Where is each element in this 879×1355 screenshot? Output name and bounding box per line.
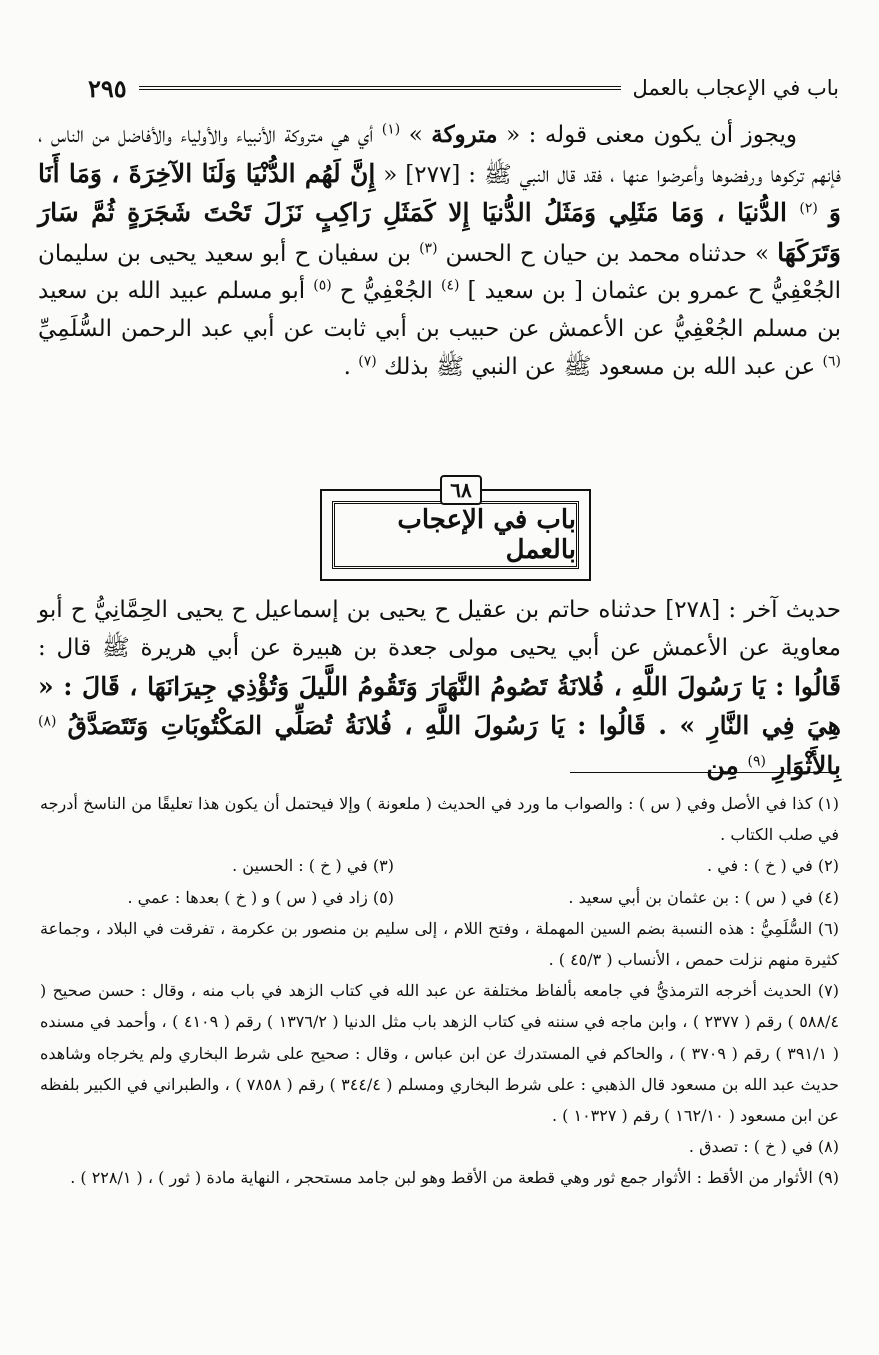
main-text-bottom [38, 592, 841, 787]
hadith-text: بِالأَثْوَارِ [773, 751, 841, 781]
chapter-title: باب في الإعجاب بالعمل [332, 501, 579, 569]
running-header [88, 70, 839, 106]
footnote-2: (٢) في ( خ ) : في . [707, 856, 839, 876]
footnote-ref[interactable]: (٤) [440, 277, 460, 294]
page-number: ٢٩٥ [88, 73, 127, 103]
footnote-8: (٨) في ( خ ) : تصدق . [688, 1137, 839, 1157]
footnote-ref[interactable]: (٩) [747, 753, 766, 770]
main-text-top [38, 116, 841, 386]
text-run: » حدثناه محمد بن حيان ح الحسن [437, 240, 778, 267]
text-run: حديث آخر : [٢٧٨] حدثناه حاتم بن عقيل ح يحيى بن إسماعيل ح يحيى الحِمَّانِيُّ ح أبو معاوية عن الأعمش عن أبي يحيى مولى جعدة بن هبيرة عن أبي هريرة ﷺ قال : [38, 597, 841, 661]
footnote-ref[interactable]: (٧) [358, 352, 377, 369]
footnote-7: (٧) الحديث أخرجه الترمذيُّ في جامعه بألفاظ مختلفة عن عبد الله في كتاب الزهد في باب منه ، وقال : حسن صحيح ( ٥٨٨/٤ ) رقم ( ٢٣٧٧ ) ، وابن ماجه في سننه في كتاب الزهد باب مثل الدنيا ( ١٣٧٦/٢ ) رقم ( ٤١٠٩ ) ، وأحمد في مسنده ( ٣٩١/١ ) رقم ( ٣٧٠٩ ) ، والحاكم في المستدرك عن ابن عباس ، وقال : صحيح على شرط البخاري ولم يخرجاه وشاهده حديث عبد الله بن مسعود قال الذهبي : على شرط البخاري ومسلم ( ٣٤٤/٤ ) رقم ( ٧٨٥٨ ) ، والطبراني في الكبير بلفظه عن ابن مسعود ( ١٦٢/١٠ ) رقم ( ١٠٣٢٧ ) . [40, 981, 840, 1126]
hadith-text: إِنَّ لَهُم الدُّنْيَا وَلَنَا الآخِرَةَ ، وَمَا أَنَا وَ [38, 158, 841, 228]
footnote-row [40, 850, 839, 881]
text-run: عن عبد الله بن مسعود ﷺ عن النبي ﷺ بذلك [376, 353, 823, 380]
footnote-separator [570, 772, 832, 773]
paragraph-matruka [38, 116, 841, 386]
paragraph-hadith-278 [38, 592, 841, 787]
footnote-6: (٦) السُّلَمِيُّ : هذه النسبة بضم السين المهملة ، وفتح اللام ، إلى سليم بن منصور بن عكرمة ، تفرقت في البلاد ، وجماعة كثيرة منهم نزلت حمص ، الأنساب ( ٤٥/٣ ) . [40, 918, 839, 970]
chapter-heading [320, 475, 591, 583]
footnote-1: (١) كذا في الأصل وفي ( س ) : والصواب ما ورد في الحديث ( ملعونة ) وإلا فيحتمل أن يكون هذا تعليقًا من الناسخ أدرجه في صلب الكتاب . [40, 794, 839, 845]
footnote-ref[interactable]: (١) [381, 121, 401, 138]
text-run: . [343, 353, 359, 380]
text-run: أي هي متروكة الأنبياء والأولياء والأفاضل من الناس ، فإنهم تركوها ورفضوها وأعرضوا عنها ، فقد قال النبي ﷺ : [٢٧٧] « [38, 122, 841, 188]
footnote-row [40, 882, 839, 913]
footnote-ref[interactable]: (٣) [419, 240, 438, 257]
hadith-text: قَالُوا : يَا رَسُولَ اللَّهِ ، فُلانَةُ تَصُومُ النَّهَارَ وَتَقُومُ اللَّيلَ وَتُؤْذِي جِيرَانَهَا ، قَالَ : « هِيَ فِي النَّارِ » . قَالُوا : يَا رَسُولَ اللَّهِ ، فُلانَةُ تُصَلِّي المَكْتُوبَاتِ وَتَتَصَدَّقُ [38, 671, 841, 741]
text-run: الجُعْفِيُّ ح [331, 278, 441, 305]
footnote-ref[interactable]: (٨) [38, 713, 57, 730]
text-run: أبو مسلم عبيد الله بن سعيد بن مسلم الجُعْفِيُّ عن الأعمش عن حبيب بن أبي ثابت عن أبي عبد الرحمن السُّلَمِيِّ [38, 278, 841, 342]
hadith-text: مِن [706, 751, 748, 781]
running-title: باب في الإعجاب بالعمل [632, 76, 839, 100]
footnote-3: (٣) في ( خ ) : الحسين . [232, 856, 394, 876]
footnotes [40, 788, 839, 1194]
hadith-text: الدُّنيَا ، وَمَا مَثَلِي وَمَثَلُ الدُّنيَا إِلا كَمَثَلِ رَاكِبٍ نَزَلَ تَحْتَ شَجَرَةٍ ثُمَّ سَارَ وَتَرَكَهَا [38, 198, 841, 267]
header-rule [139, 86, 621, 90]
text-run: بن سفيان ح أبو سعيد يحيى بن سليمان الجُعْفِيُّ ح عمرو بن عثمان [ بن سعيد ] [38, 240, 841, 305]
footnote-ref[interactable]: (٢) [799, 200, 818, 217]
text-run: » [408, 122, 432, 148]
footnote-4: (٤) في ( س ) : بن عثمان بن أبي سعيد . [568, 887, 839, 907]
chapter-number: ٦٨ [440, 475, 482, 505]
footnote-5: (٥) زاد في ( س ) و ( خ ) بعدها : عمي . [127, 887, 394, 907]
footnote-ref[interactable]: (٥) [313, 277, 332, 294]
footnote-9: (٩) الأثوار من الأقط : الأثوار جمع ثور وهي قطعة من الأقط وهو لبن جامد مستحجر ، النهاية مادة ( ثور ) ، ( ٢٢٨/١ ) . [70, 1168, 839, 1188]
footnote-ref[interactable]: (٦) [822, 352, 841, 369]
emphasized-word: متروكة [431, 121, 498, 148]
text-run: ويجوز أن يكون معنى قوله : « [497, 122, 798, 148]
